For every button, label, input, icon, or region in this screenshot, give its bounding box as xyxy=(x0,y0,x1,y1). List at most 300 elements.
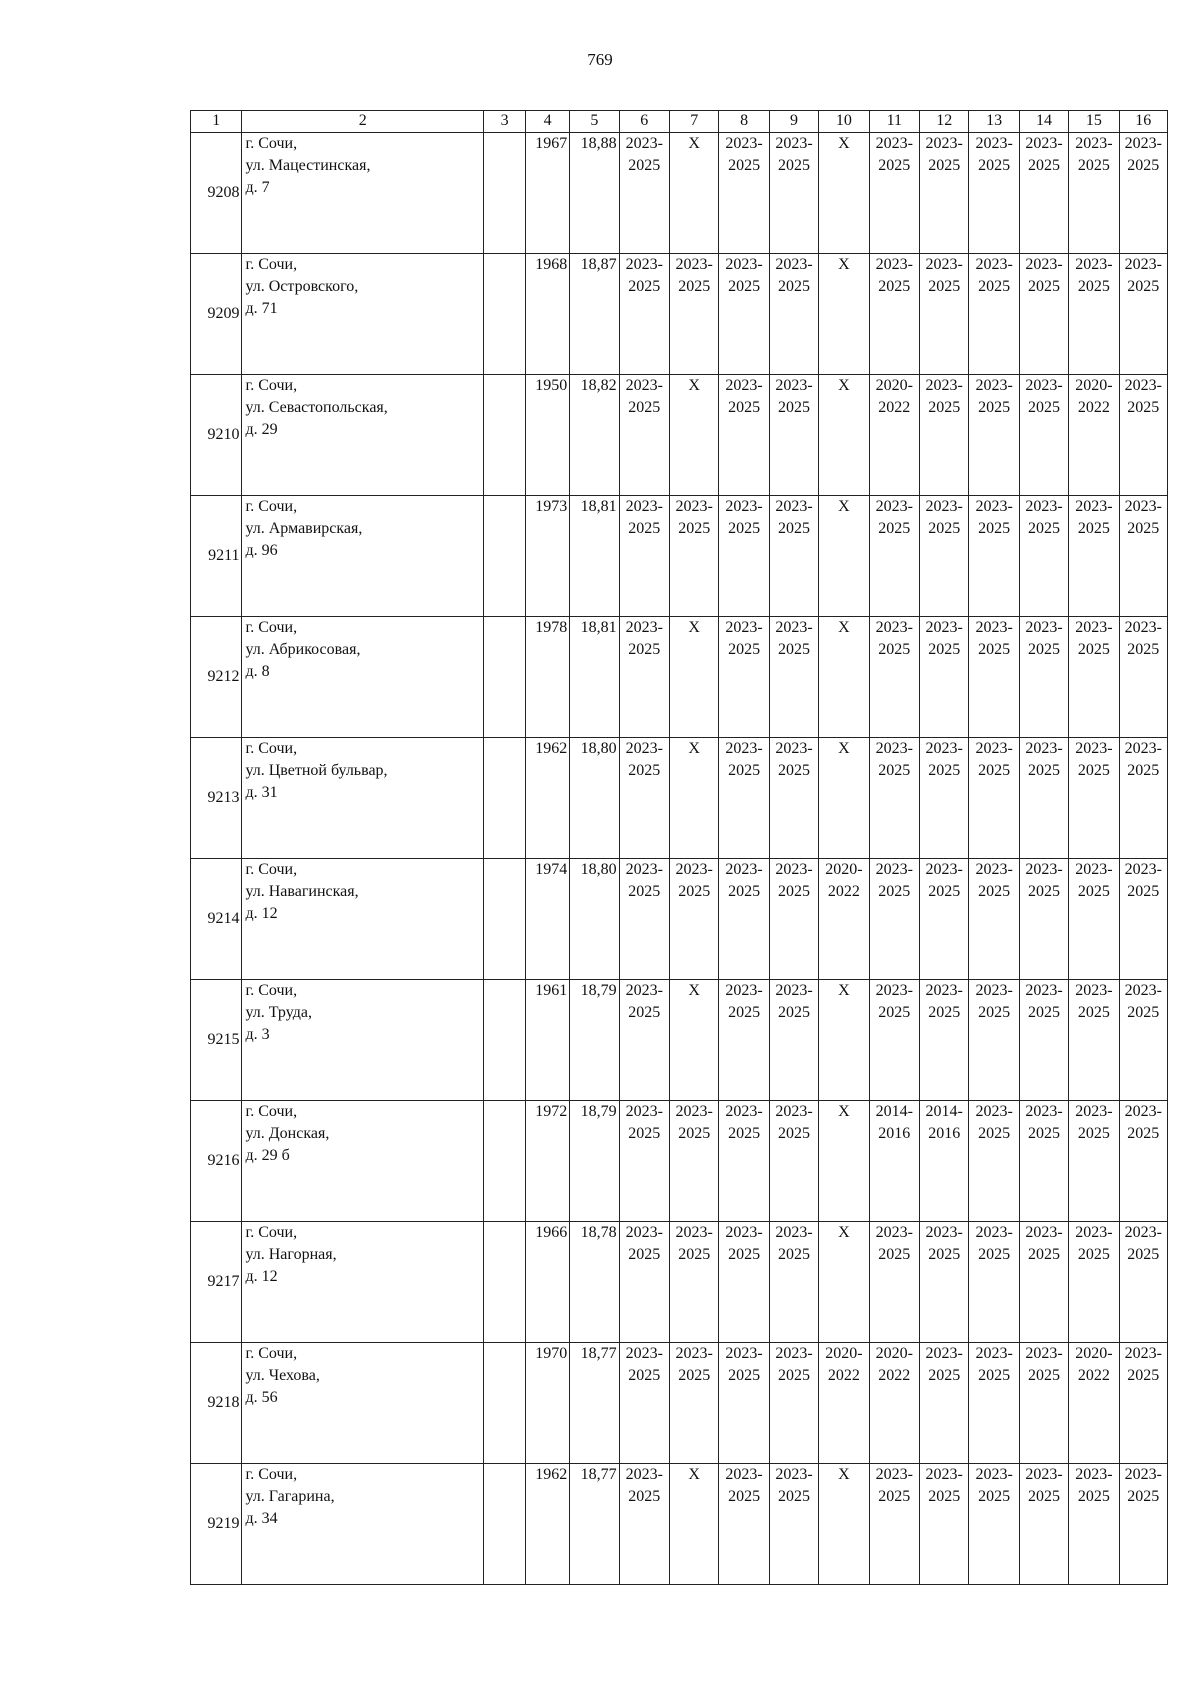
period-cell xyxy=(1069,133,1119,254)
period-cell xyxy=(719,1222,769,1343)
period-end: 2025 xyxy=(928,762,961,779)
period-start: 2023- xyxy=(925,377,963,394)
period-start: 2023- xyxy=(1124,256,1162,273)
period-end: 2025 xyxy=(628,883,661,900)
address-city: г. Сочи, xyxy=(245,982,298,999)
period-cell xyxy=(920,254,969,375)
period-end: 2025 xyxy=(878,1004,911,1021)
period-start: 2023- xyxy=(1025,256,1063,273)
period-cell xyxy=(1019,1343,1068,1464)
period-end: 2025 xyxy=(777,399,810,416)
period-end: 2025 xyxy=(1127,1246,1160,1263)
period-cell xyxy=(1069,980,1119,1101)
address-city: г. Сочи, xyxy=(245,498,298,515)
period-end: 2025 xyxy=(978,1367,1011,1384)
address-cell xyxy=(242,980,484,1101)
table-row xyxy=(191,133,1168,254)
period-end: 2022 xyxy=(878,399,911,416)
period-start: 2023- xyxy=(625,619,663,636)
column-3-cell xyxy=(484,980,526,1101)
period-cell xyxy=(619,1222,669,1343)
period-start: 2023- xyxy=(725,256,763,273)
address-cell xyxy=(242,859,484,980)
period-start: 2023- xyxy=(1025,1224,1063,1241)
period-end: 2025 xyxy=(1077,1488,1110,1505)
period-end: 2025 xyxy=(978,641,1011,658)
period-end: 2025 xyxy=(1077,278,1110,295)
period-start: 2023- xyxy=(975,1224,1013,1241)
period-start: 2023- xyxy=(675,498,713,515)
period-end: 2025 xyxy=(928,883,961,900)
period-start: 2023- xyxy=(1025,861,1063,878)
period-end: 2025 xyxy=(1028,762,1060,779)
period-cell xyxy=(1119,1222,1167,1343)
period-end: 2025 xyxy=(728,1488,761,1505)
period-end: 2025 xyxy=(1028,1367,1060,1384)
row-number-cell: 9213 xyxy=(191,738,242,859)
period-start: 2023- xyxy=(725,982,763,999)
period-cell xyxy=(719,738,769,859)
period-start: 2023- xyxy=(1075,619,1113,636)
period-end: 2025 xyxy=(728,1004,761,1021)
period-cell xyxy=(769,254,818,375)
address-city: г. Сочи, xyxy=(245,619,298,636)
period-start: 2023- xyxy=(875,740,913,757)
year-cell: 1968 xyxy=(526,254,570,375)
period-cell xyxy=(920,1222,969,1343)
year-cell: 1978 xyxy=(526,617,570,738)
period-start: 2023- xyxy=(725,740,763,757)
period-end: 2016 xyxy=(928,1125,961,1142)
period-cell xyxy=(819,133,869,254)
period-start: 2023- xyxy=(725,135,763,152)
address-cell xyxy=(242,1101,484,1222)
period-end: 2025 xyxy=(678,278,711,295)
year-cell: 1970 xyxy=(526,1343,570,1464)
period-end: 2025 xyxy=(728,399,761,416)
page-number: 769 xyxy=(587,50,613,69)
period-start: 2023- xyxy=(625,135,663,152)
period-start: 2023- xyxy=(775,256,813,273)
period-start: 2023- xyxy=(1075,982,1113,999)
period-end: 2025 xyxy=(878,1488,911,1505)
period-cell xyxy=(769,1464,818,1585)
period-cell xyxy=(719,1343,769,1464)
period-start: 2023- xyxy=(1124,135,1162,152)
address-house: д. 96 xyxy=(245,542,278,559)
period-start: 2023- xyxy=(725,377,763,394)
rate-cell: 18,82 xyxy=(570,375,619,496)
period-end: 2025 xyxy=(928,1246,961,1263)
period-start: 2023- xyxy=(975,619,1013,636)
period-start: 2023- xyxy=(625,1103,663,1120)
period-cell xyxy=(670,859,719,980)
period-start: 2023- xyxy=(775,1345,813,1362)
address-cell xyxy=(242,133,484,254)
period-end: 2025 xyxy=(1028,1125,1060,1142)
period-end: 2025 xyxy=(1077,157,1110,174)
column-header: 6 xyxy=(619,111,669,133)
period-cell xyxy=(769,375,818,496)
period-start: 2023- xyxy=(775,861,813,878)
table-row xyxy=(191,496,1168,617)
period-end: 2025 xyxy=(928,1004,961,1021)
column-header: 14 xyxy=(1019,111,1068,133)
period-start: 2023- xyxy=(1025,1345,1063,1362)
period-end: 2025 xyxy=(728,762,761,779)
period-cell xyxy=(1119,738,1167,859)
period-start: Х xyxy=(838,1103,850,1120)
row-number-cell: 9217 xyxy=(191,1222,242,1343)
period-cell xyxy=(920,859,969,980)
column-3-cell xyxy=(484,254,526,375)
period-start: 2023- xyxy=(975,861,1013,878)
row-number-cell: 9215 xyxy=(191,980,242,1101)
period-start: 2023- xyxy=(975,982,1013,999)
period-cell xyxy=(1019,859,1068,980)
address-house: д. 7 xyxy=(245,179,270,196)
period-cell xyxy=(619,1343,669,1464)
period-cell xyxy=(1069,375,1119,496)
column-3-cell xyxy=(484,496,526,617)
period-end: 2025 xyxy=(678,520,711,537)
period-start: 2023- xyxy=(1075,1466,1113,1483)
period-end: 2025 xyxy=(1127,762,1160,779)
period-start: 2023- xyxy=(1075,256,1113,273)
period-start: 2023- xyxy=(875,1466,913,1483)
column-3-cell xyxy=(484,617,526,738)
period-start: 2023- xyxy=(625,1345,663,1362)
period-end: 2025 xyxy=(628,1125,661,1142)
period-cell xyxy=(920,980,969,1101)
period-end: 2025 xyxy=(878,762,911,779)
period-start: 2023- xyxy=(675,256,713,273)
column-header: 11 xyxy=(869,111,919,133)
period-end: 2025 xyxy=(678,883,711,900)
period-end: 2022 xyxy=(1077,399,1110,416)
period-end: 2025 xyxy=(878,278,911,295)
period-start: 2023- xyxy=(875,861,913,878)
address-street: ул. Мацестинская, xyxy=(245,157,371,174)
period-end: 2025 xyxy=(628,1367,661,1384)
period-cell xyxy=(969,1222,1019,1343)
period-start: 2020- xyxy=(875,377,913,394)
period-start: 2023- xyxy=(925,1466,963,1483)
period-cell xyxy=(619,617,669,738)
address-house: д. 8 xyxy=(245,663,270,680)
period-end: 2025 xyxy=(978,1246,1011,1263)
period-cell xyxy=(619,980,669,1101)
table-row xyxy=(191,617,1168,738)
period-cell xyxy=(719,980,769,1101)
year-cell: 1967 xyxy=(526,133,570,254)
period-cell xyxy=(719,859,769,980)
period-start: 2023- xyxy=(725,1103,763,1120)
period-end: 2025 xyxy=(628,1004,661,1021)
table-row xyxy=(191,1343,1168,1464)
period-cell xyxy=(670,1464,719,1585)
period-start: 2023- xyxy=(975,377,1013,394)
period-start: 2023- xyxy=(725,619,763,636)
period-cell xyxy=(869,1343,919,1464)
address-street: ул. Гагарина, xyxy=(245,1488,335,1505)
period-end: 2025 xyxy=(978,1488,1011,1505)
period-start: 2023- xyxy=(1124,1466,1162,1483)
period-end: 2025 xyxy=(928,641,961,658)
period-start: 2023- xyxy=(675,1224,713,1241)
period-cell xyxy=(769,1101,818,1222)
period-cell xyxy=(920,375,969,496)
period-cell xyxy=(1069,1101,1119,1222)
period-start: 2023- xyxy=(875,619,913,636)
period-cell xyxy=(869,254,919,375)
period-start: 2023- xyxy=(925,256,963,273)
period-end: 2025 xyxy=(978,520,1011,537)
period-end: 2025 xyxy=(978,157,1011,174)
period-end: 2022 xyxy=(878,1367,911,1384)
period-end: 2025 xyxy=(628,1246,661,1263)
address-house: д. 3 xyxy=(245,1026,270,1043)
period-end: 2025 xyxy=(1127,399,1160,416)
period-cell xyxy=(670,980,719,1101)
period-start: 2023- xyxy=(1075,135,1113,152)
period-end: 2025 xyxy=(1077,1246,1110,1263)
period-end: 2025 xyxy=(728,1246,761,1263)
period-end: 2025 xyxy=(628,520,661,537)
period-cell xyxy=(719,1101,769,1222)
rate-cell: 18,87 xyxy=(570,254,619,375)
year-cell: 1962 xyxy=(526,738,570,859)
period-start: 2023- xyxy=(625,1224,663,1241)
period-end: 2025 xyxy=(978,762,1011,779)
period-start: 2023- xyxy=(925,740,963,757)
period-cell xyxy=(969,980,1019,1101)
period-end: 2025 xyxy=(928,157,961,174)
period-end: 2025 xyxy=(1077,641,1110,658)
period-start: 2023- xyxy=(975,1345,1013,1362)
period-end: 2025 xyxy=(1028,1004,1060,1021)
period-start: 2023- xyxy=(1025,1103,1063,1120)
period-cell xyxy=(819,980,869,1101)
period-start: 2020- xyxy=(1075,377,1113,394)
column-3-cell xyxy=(484,1101,526,1222)
period-cell xyxy=(969,496,1019,617)
period-start: 2020- xyxy=(825,861,863,878)
period-start: 2023- xyxy=(1124,861,1162,878)
period-cell xyxy=(969,1101,1019,1222)
period-end: 2025 xyxy=(1077,1125,1110,1142)
period-end: 2025 xyxy=(1077,883,1110,900)
period-start: 2023- xyxy=(925,861,963,878)
address-cell xyxy=(242,254,484,375)
period-cell xyxy=(1119,1343,1167,1464)
period-start: Х xyxy=(838,619,850,636)
period-start: 2023- xyxy=(925,498,963,515)
period-start: 2014- xyxy=(875,1103,913,1120)
table-row xyxy=(191,254,1168,375)
period-start: 2023- xyxy=(1025,982,1063,999)
period-cell xyxy=(719,133,769,254)
address-house: д. 31 xyxy=(245,784,278,801)
address-city: г. Сочи, xyxy=(245,1466,298,1483)
period-start: 2023- xyxy=(775,740,813,757)
column-3-cell xyxy=(484,375,526,496)
period-cell xyxy=(969,738,1019,859)
table-row xyxy=(191,1464,1168,1585)
period-cell xyxy=(769,133,818,254)
column-header: 10 xyxy=(819,111,869,133)
period-start: 2023- xyxy=(1025,135,1063,152)
period-end: 2025 xyxy=(777,157,810,174)
period-cell xyxy=(1019,133,1068,254)
table-row xyxy=(191,980,1168,1101)
period-cell xyxy=(670,496,719,617)
period-end: 2025 xyxy=(878,520,911,537)
column-3-cell xyxy=(484,133,526,254)
period-cell xyxy=(1069,1222,1119,1343)
period-end: 2025 xyxy=(1028,278,1060,295)
period-cell xyxy=(769,496,818,617)
period-start: 2023- xyxy=(725,861,763,878)
period-cell xyxy=(1119,859,1167,980)
period-end: 2025 xyxy=(878,641,911,658)
period-end: 2025 xyxy=(777,883,810,900)
period-cell xyxy=(619,738,669,859)
period-end: 2025 xyxy=(928,1367,961,1384)
period-cell xyxy=(670,133,719,254)
address-city: г. Сочи, xyxy=(245,1103,298,1120)
period-start: 2014- xyxy=(925,1103,963,1120)
period-end: 2022 xyxy=(1077,1367,1110,1384)
period-cell xyxy=(1019,1101,1068,1222)
period-cell xyxy=(1019,980,1068,1101)
period-cell xyxy=(869,375,919,496)
period-cell xyxy=(869,738,919,859)
table-row xyxy=(191,375,1168,496)
period-end: 2025 xyxy=(777,762,810,779)
period-cell xyxy=(719,496,769,617)
period-cell xyxy=(1069,1343,1119,1464)
period-start: Х xyxy=(838,1224,850,1241)
period-cell xyxy=(1119,375,1167,496)
period-cell xyxy=(869,1222,919,1343)
period-cell xyxy=(969,133,1019,254)
column-header: 2 xyxy=(242,111,484,133)
period-end: 2025 xyxy=(928,520,961,537)
period-end: 2025 xyxy=(1127,1367,1160,1384)
address-street: ул. Чехова, xyxy=(245,1367,320,1384)
rate-cell: 18,77 xyxy=(570,1343,619,1464)
period-end: 2025 xyxy=(928,399,961,416)
period-cell xyxy=(1119,1464,1167,1585)
rate-cell: 18,80 xyxy=(570,859,619,980)
period-end: 2025 xyxy=(1127,278,1160,295)
period-end: 2025 xyxy=(628,278,661,295)
period-start: 2023- xyxy=(975,1466,1013,1483)
period-cell xyxy=(920,496,969,617)
period-end: 2025 xyxy=(628,399,661,416)
period-cell xyxy=(1019,617,1068,738)
period-start: 2023- xyxy=(1124,619,1162,636)
period-end: 2025 xyxy=(1077,520,1110,537)
address-street: ул. Цветной бульвар, xyxy=(245,762,388,779)
period-start: 2023- xyxy=(925,982,963,999)
period-cell xyxy=(769,980,818,1101)
period-start: 2023- xyxy=(1124,740,1162,757)
period-start: 2023- xyxy=(1124,1103,1162,1120)
period-start: 2023- xyxy=(1124,1224,1162,1241)
period-end: 2025 xyxy=(878,1246,911,1263)
period-start: 2023- xyxy=(1124,1345,1162,1362)
period-end: 2025 xyxy=(777,1367,810,1384)
period-end: 2025 xyxy=(928,278,961,295)
column-header: 13 xyxy=(969,111,1019,133)
address-city: г. Сочи, xyxy=(245,861,298,878)
period-start: Х xyxy=(838,740,850,757)
period-start: Х xyxy=(688,619,700,636)
period-end: 2025 xyxy=(728,278,761,295)
address-house: д. 71 xyxy=(245,300,278,317)
rate-cell: 18,77 xyxy=(570,1464,619,1585)
column-header: 1 xyxy=(191,111,242,133)
period-start: 2023- xyxy=(725,498,763,515)
period-start: 2023- xyxy=(675,1103,713,1120)
period-cell xyxy=(969,1464,1019,1585)
period-start: 2023- xyxy=(775,1103,813,1120)
period-end: 2025 xyxy=(777,278,810,295)
period-start: 2023- xyxy=(725,1224,763,1241)
period-cell xyxy=(1019,1222,1068,1343)
period-cell xyxy=(619,496,669,617)
period-cell xyxy=(819,1222,869,1343)
period-start: Х xyxy=(688,740,700,757)
period-cell xyxy=(1019,738,1068,859)
period-start: 2023- xyxy=(1075,1103,1113,1120)
period-start: 2023- xyxy=(1075,861,1113,878)
address-house: д. 29 xyxy=(245,421,278,438)
period-cell xyxy=(920,133,969,254)
period-start: 2020- xyxy=(825,1345,863,1362)
address-cell xyxy=(242,617,484,738)
period-start: 2020- xyxy=(875,1345,913,1362)
period-start: 2023- xyxy=(925,135,963,152)
period-cell xyxy=(819,617,869,738)
period-start: 2023- xyxy=(625,861,663,878)
column-header: 12 xyxy=(920,111,969,133)
address-street: ул. Севастопольская, xyxy=(245,399,388,416)
address-street: ул. Армавирская, xyxy=(245,520,363,537)
address-street: ул. Донская, xyxy=(245,1125,330,1142)
period-cell xyxy=(1019,1464,1068,1585)
period-end: 2025 xyxy=(1127,641,1160,658)
period-cell xyxy=(670,375,719,496)
period-start: Х xyxy=(838,982,850,999)
period-end: 2016 xyxy=(878,1125,911,1142)
period-end: 2025 xyxy=(928,1488,961,1505)
rate-cell: 18,81 xyxy=(570,617,619,738)
period-end: 2025 xyxy=(678,1246,711,1263)
period-cell xyxy=(619,254,669,375)
period-cell xyxy=(769,617,818,738)
period-end: 2022 xyxy=(827,883,860,900)
period-cell xyxy=(869,133,919,254)
period-cell xyxy=(819,1464,869,1585)
period-cell xyxy=(969,375,1019,496)
period-start: Х xyxy=(688,1466,700,1483)
period-cell xyxy=(769,1222,818,1343)
table-row xyxy=(191,1101,1168,1222)
period-cell xyxy=(1119,617,1167,738)
